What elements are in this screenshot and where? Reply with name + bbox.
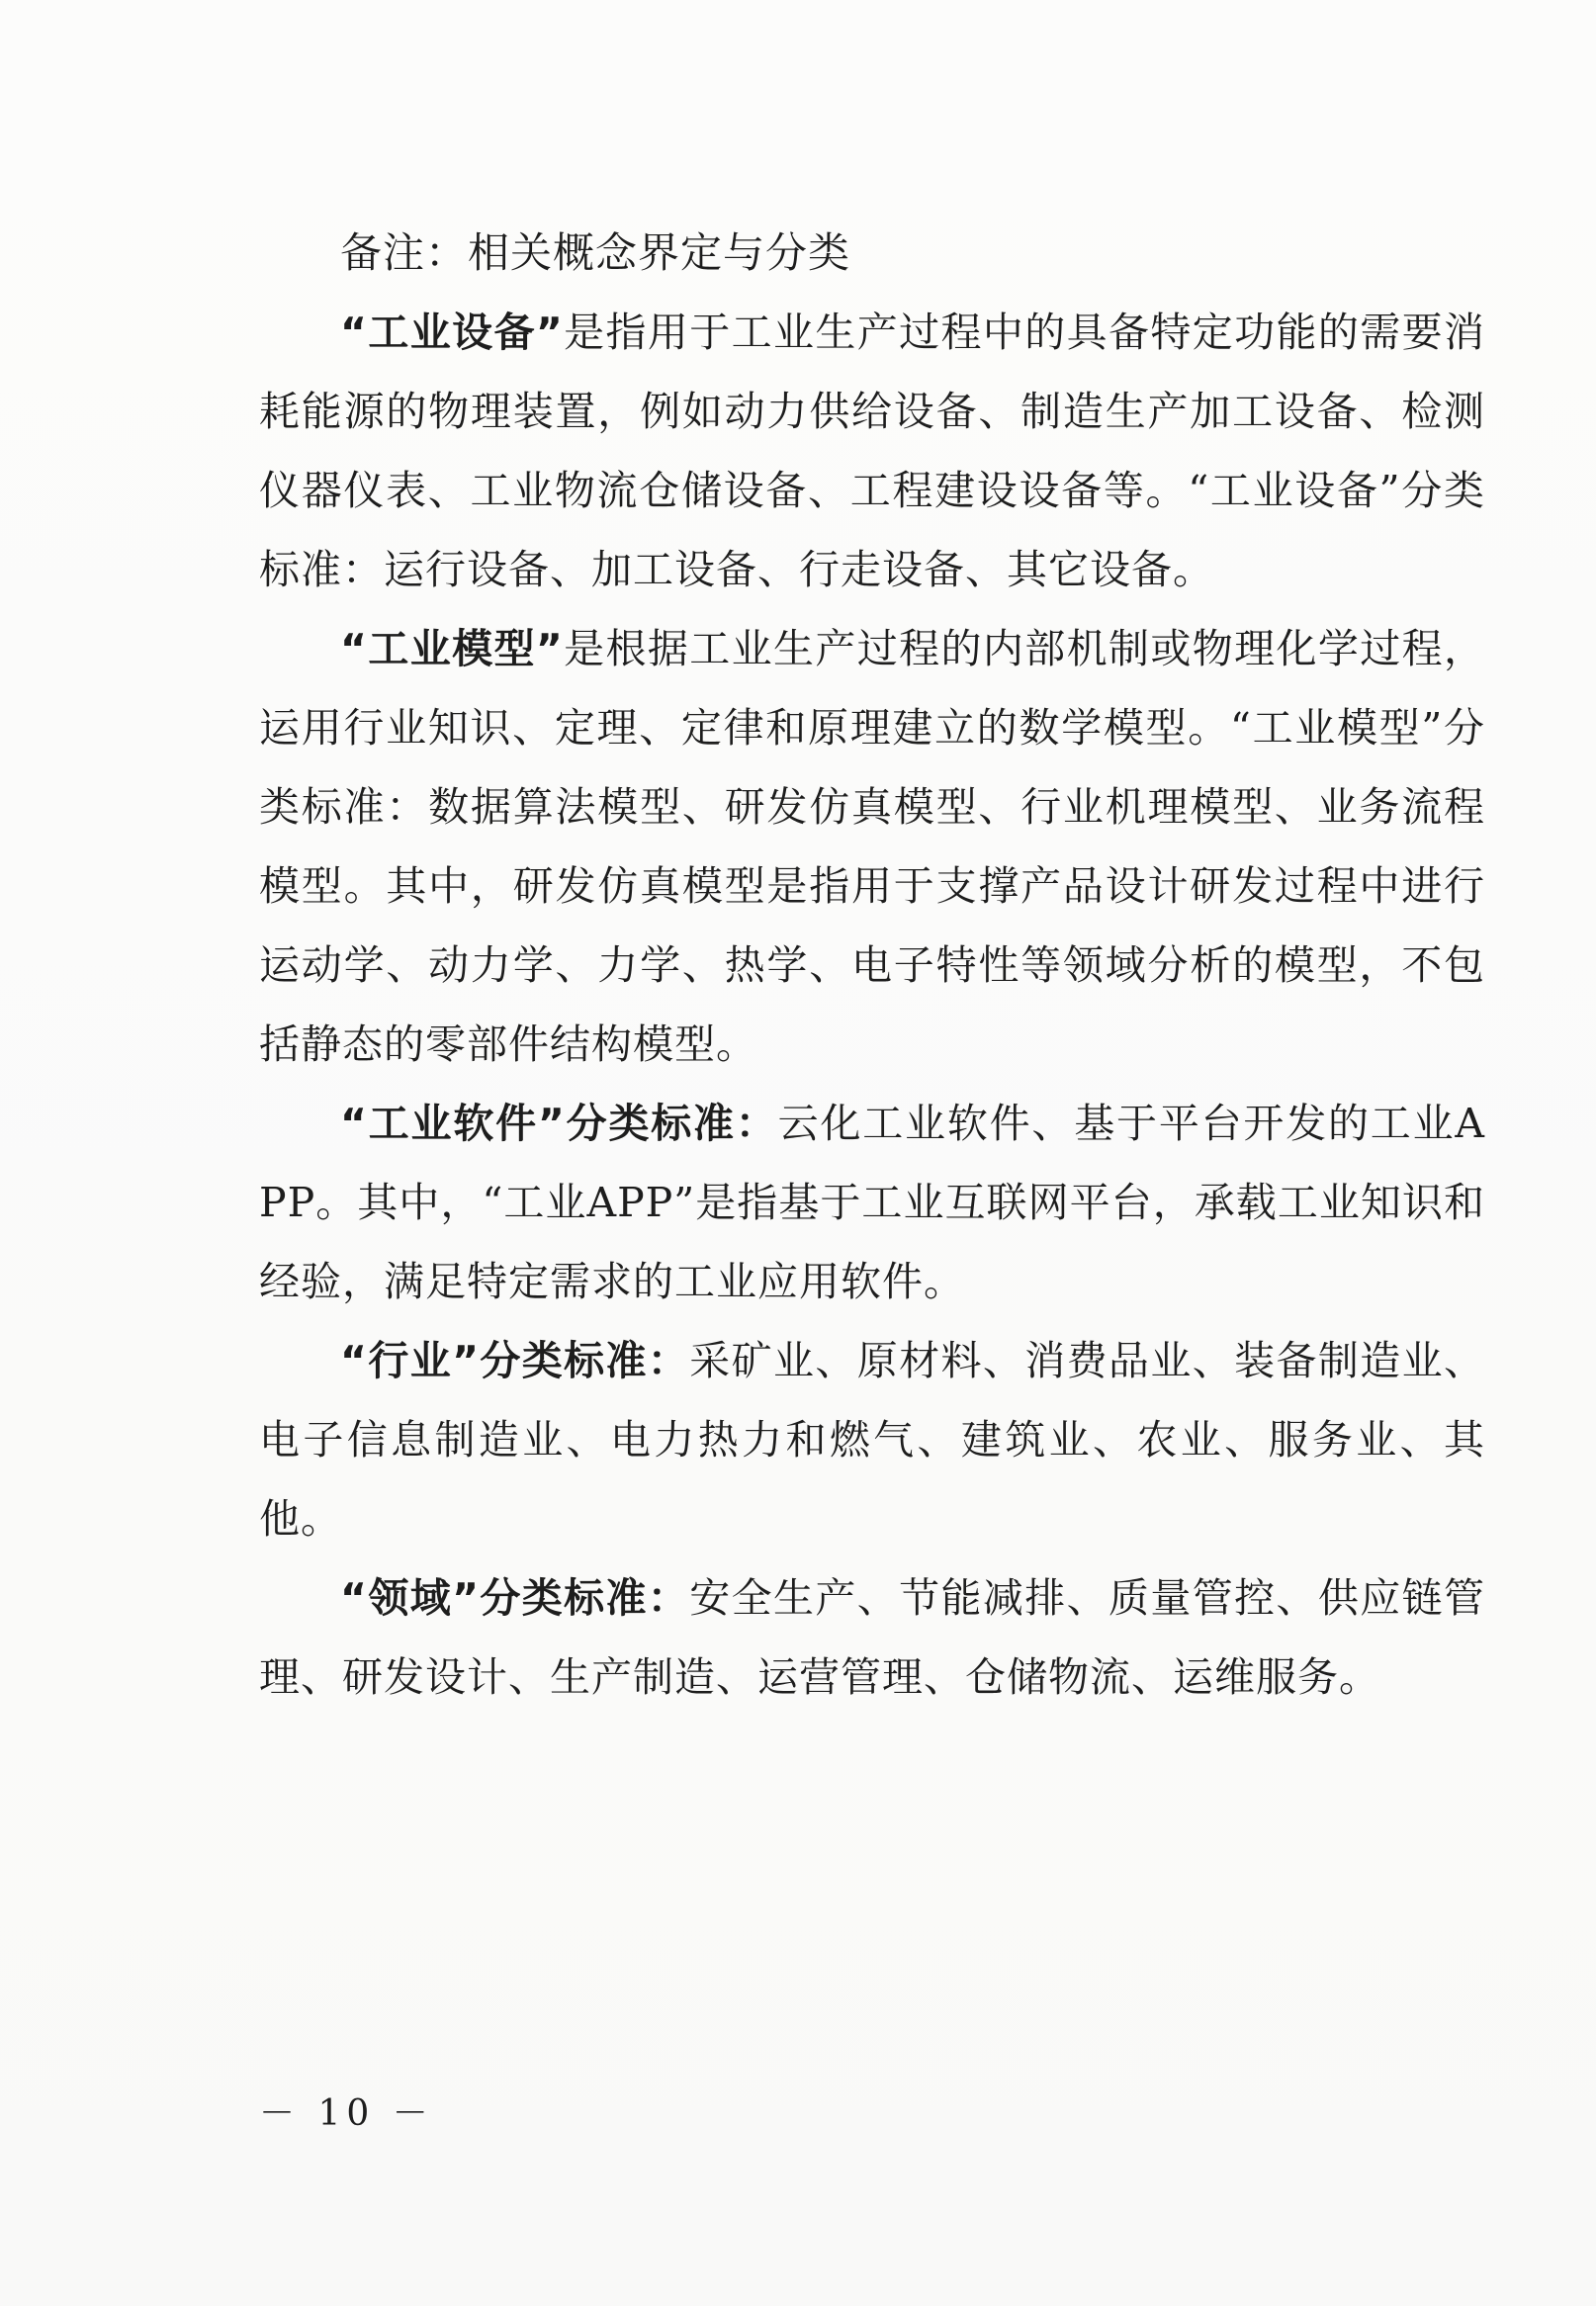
page-number: － 10 － xyxy=(259,2093,434,2134)
paragraph-industry xyxy=(259,1321,1485,1558)
paragraph-domain xyxy=(259,1558,1485,1717)
term-industrial-model: “工业模型” xyxy=(340,625,564,672)
term-industrial-software: “工业软件”分类标准： xyxy=(340,1100,778,1147)
term-domain: “领域”分类标准： xyxy=(340,1574,690,1622)
note-heading: 备注：相关概念界定与分类 xyxy=(340,228,851,277)
definition-industrial-model: 是根据工业生产过程的内部机制或物理化学过程，运用行业知识、定理、定律和原理建立的数学模型。“工业模型”分类标准：数据算法模型、研发仿真模型、行业机理模型、业务流程模型。其中，研发仿真模型是指用于支撑产品设计研发过程中进行运动学、动力学、力学、热学、电子特性等领域分析的模型，不包括静态的零部件结构模型。 xyxy=(259,625,1485,1068)
document-body xyxy=(259,214,1485,1717)
definition-industrial-software: 云化工业软件、基于平台开发的工业APP。其中，“工业APP”是指基于工业互联网平台，承载工业知识和经验，满足特定需求的工业应用软件。 xyxy=(259,1100,1485,1305)
paragraph-industrial-model xyxy=(259,609,1485,1084)
term-industry: “行业”分类标准： xyxy=(340,1337,690,1384)
term-industrial-equipment: “工业设备” xyxy=(340,309,564,356)
definition-industrial-equipment: 是指用于工业生产过程中的具备特定功能的需要消耗能源的物理装置，例如动力供给设备、制造生产加工设备、检测仪器仪表、工业物流仓储设备、工程建设设备等。“工业设备”分类标准：运行设备、加工设备、行走设备、其它设备。 xyxy=(259,309,1485,593)
paragraph-industrial-equipment xyxy=(259,293,1485,609)
definition-industry: 采矿业、原材料、消费品业、装备制造业、电子信息制造业、电力热力和燃气、建筑业、农业、服务业、其他。 xyxy=(259,1337,1485,1543)
paragraph-industrial-software xyxy=(259,1084,1485,1321)
definition-domain: 安全生产、节能减排、质量管控、供应链管理、研发设计、生产制造、运营管理、仓储物流、运维服务。 xyxy=(259,1574,1485,1701)
